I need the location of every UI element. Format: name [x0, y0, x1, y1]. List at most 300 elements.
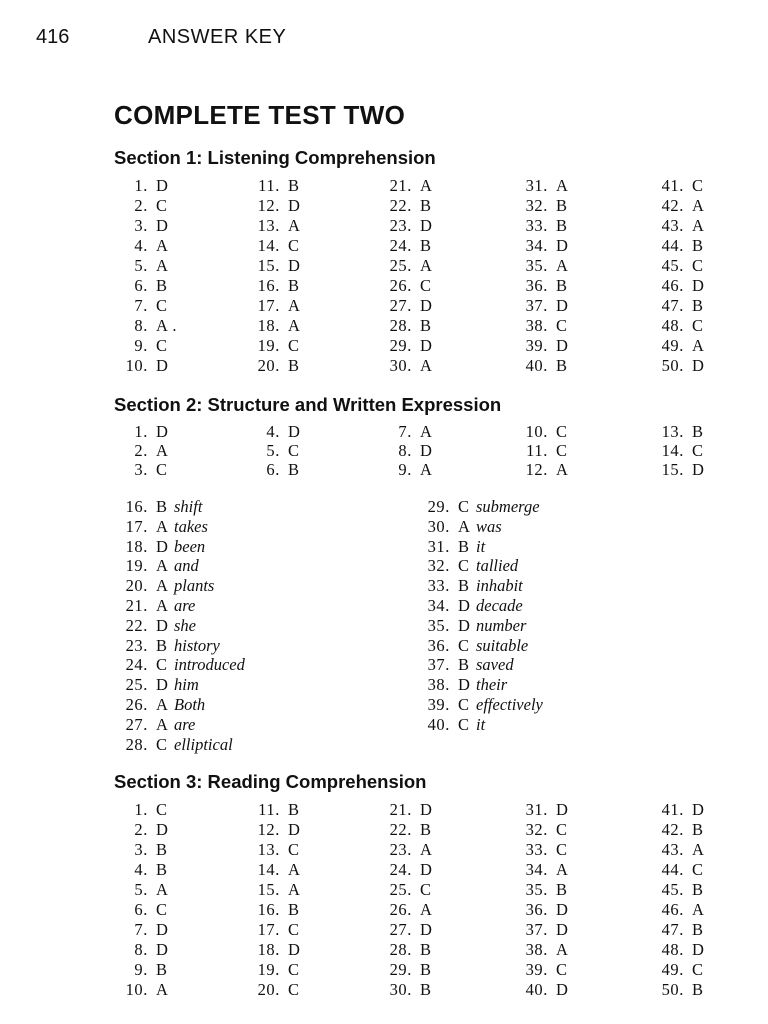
question-number: 33.	[427, 576, 450, 596]
answer-item	[246, 216, 378, 236]
question-number: 50.	[661, 356, 684, 375]
question-number: 40.	[427, 714, 450, 734]
answer-letter: B	[692, 236, 704, 255]
question-number: 5.	[134, 256, 148, 275]
answer-letter: B	[420, 236, 432, 255]
answer-letter: B	[556, 356, 568, 375]
question-number: 14.	[661, 441, 684, 461]
answer-item	[514, 296, 650, 316]
question-number: 34.	[525, 860, 548, 879]
answer-word: plants	[174, 576, 215, 596]
written-expression-item	[416, 715, 716, 735]
answer-letter: C	[288, 236, 300, 255]
question-number: 47.	[661, 920, 684, 939]
answer-word: she	[174, 615, 196, 635]
written-expression-item	[416, 576, 716, 596]
question-number: 44.	[661, 860, 684, 879]
answer-letter: B	[458, 576, 470, 596]
answer-item	[246, 422, 378, 441]
answer-letter: B	[458, 536, 470, 556]
question-number: 37.	[427, 655, 450, 675]
question-number: 12.	[257, 196, 280, 215]
question-number: 12.	[257, 820, 280, 839]
answer-word: their	[476, 675, 508, 695]
written-expression-item	[416, 655, 716, 675]
answer-item	[650, 800, 734, 820]
question-number: 8.	[398, 441, 412, 461]
answer-word: suitable	[476, 635, 529, 655]
answer-letter: C	[692, 176, 704, 195]
answer-item	[114, 940, 246, 960]
question-number: 28.	[389, 316, 412, 335]
answer-word: it	[476, 714, 486, 734]
question-number: 19.	[257, 960, 280, 979]
question-number: 10.	[525, 422, 548, 441]
question-number: 33.	[525, 216, 548, 235]
written-expression-left-column	[114, 497, 416, 754]
written-expression-item	[114, 616, 416, 636]
answer-letter: C	[458, 635, 470, 655]
answer-item	[514, 980, 650, 1000]
answer-letter: D	[156, 536, 168, 556]
answer-item	[114, 216, 246, 236]
answer-letter: C	[556, 820, 568, 839]
answer-item	[378, 316, 514, 336]
answer-letter: B	[420, 316, 432, 335]
answer-letter: A	[156, 441, 169, 461]
question-number: 44.	[661, 236, 684, 255]
answer-item	[514, 820, 650, 840]
answer-letter: C	[156, 655, 168, 675]
section2-written-expression	[114, 497, 716, 754]
written-expression-item	[114, 735, 416, 755]
question-number: 5.	[134, 880, 148, 899]
answer-letter: A	[692, 900, 705, 919]
answer-item	[378, 840, 514, 860]
question-number: 45.	[661, 256, 684, 275]
answer-letter: D	[458, 615, 470, 635]
answer-item	[650, 980, 734, 1000]
question-number: 9.	[134, 960, 148, 979]
answer-item	[246, 256, 378, 276]
answer-letter: B	[288, 276, 300, 295]
answer-letter: B	[556, 196, 568, 215]
answer-letter: A	[156, 714, 168, 734]
answer-word: been	[174, 536, 206, 556]
question-number: 7.	[134, 296, 148, 315]
answer-letter: C	[458, 497, 470, 516]
question-number: 18.	[257, 940, 280, 959]
question-number: 48.	[661, 940, 684, 959]
question-number: 2.	[134, 820, 148, 839]
question-number: 36.	[525, 276, 548, 295]
answer-item	[650, 336, 734, 356]
answer-item	[650, 316, 734, 336]
answer-letter: D	[692, 276, 705, 295]
answer-letter: A	[156, 880, 169, 899]
answer-item	[514, 460, 650, 479]
answer-item	[378, 356, 514, 376]
written-expression-item	[114, 596, 416, 616]
page-number: 416	[36, 26, 70, 48]
answer-item	[114, 196, 246, 216]
answer-item	[378, 296, 514, 316]
answer-item	[378, 422, 514, 441]
answer-item	[114, 860, 246, 880]
answer-item	[378, 860, 514, 880]
answer-item	[246, 840, 378, 860]
written-expression-item	[114, 497, 416, 517]
answer-item	[514, 441, 650, 460]
answer-item	[378, 196, 514, 216]
question-number: 32.	[525, 820, 548, 839]
answer-letter: C	[156, 196, 168, 215]
answer-item	[650, 460, 734, 479]
answer-letter: A	[692, 196, 705, 215]
written-expression-item	[114, 695, 416, 715]
question-number: 20.	[257, 356, 280, 375]
question-number: 40.	[525, 356, 548, 375]
answer-letter: C	[156, 336, 168, 355]
written-expression-item	[416, 556, 716, 576]
question-number: 14.	[257, 236, 280, 255]
question-number: 1.	[134, 800, 148, 819]
answer-letter: B	[156, 960, 168, 979]
answer-letter: B	[420, 196, 432, 215]
answer-word: decade	[476, 595, 523, 615]
answer-letter: B	[156, 497, 168, 516]
written-expression-item	[416, 497, 716, 517]
answer-item	[514, 840, 650, 860]
answer-letter: B	[420, 980, 432, 999]
answer-letter: B	[288, 900, 300, 919]
answer-letter: C	[458, 556, 470, 576]
question-number: 22.	[125, 615, 148, 635]
question-number: 17.	[257, 296, 280, 315]
answer-item	[514, 422, 650, 441]
answer-letter: D	[420, 336, 433, 355]
answer-item	[650, 860, 734, 880]
question-number: 33.	[525, 840, 548, 859]
answer-item	[114, 296, 246, 316]
answer-letter: C	[458, 714, 470, 734]
answer-letter: B	[156, 276, 168, 295]
answer-letter: A	[156, 694, 168, 714]
question-number: 10.	[125, 356, 148, 375]
answer-letter: A	[156, 236, 169, 255]
question-number: 29.	[389, 336, 412, 355]
answer-letter: D	[420, 216, 433, 235]
question-number: 39.	[427, 694, 450, 714]
answer-item	[246, 460, 378, 479]
answer-letter: D	[556, 236, 569, 255]
question-number: 9.	[134, 336, 148, 355]
answer-letter: C	[692, 441, 704, 461]
section2-answer-grid	[114, 422, 734, 480]
answer-letter: A	[692, 216, 705, 235]
answer-letter: D	[156, 176, 169, 195]
answer-word: elliptical	[174, 734, 233, 754]
answer-word: saved	[476, 655, 514, 675]
answer-letter: C	[556, 441, 568, 461]
answer-letter: B	[556, 216, 568, 235]
answer-item	[378, 940, 514, 960]
question-number: 31.	[525, 176, 548, 195]
answer-item	[114, 460, 246, 479]
written-expression-item	[114, 517, 416, 537]
question-number: 39.	[525, 336, 548, 355]
question-number: 27.	[389, 920, 412, 939]
answer-letter: D	[556, 800, 569, 819]
answer-letter: A	[420, 356, 433, 375]
answer-letter: A	[156, 576, 168, 596]
answer-letter: A	[156, 595, 168, 615]
section3-answer-grid	[114, 800, 734, 1000]
answer-word: introduced	[174, 655, 245, 675]
answer-item	[514, 900, 650, 920]
question-number: 23.	[389, 216, 412, 235]
question-number: 24.	[389, 860, 412, 879]
answer-letter: B	[692, 980, 704, 999]
question-number: 22.	[389, 196, 412, 215]
written-expression-item	[114, 675, 416, 695]
answer-item	[650, 940, 734, 960]
question-number: 46.	[661, 276, 684, 295]
question-number: 11.	[258, 176, 280, 195]
answer-item	[650, 840, 734, 860]
question-number: 12.	[525, 460, 548, 480]
answer-letter: D	[458, 675, 470, 695]
written-expression-item	[114, 655, 416, 675]
written-expression-item	[416, 695, 716, 715]
answer-letter: C	[458, 694, 470, 714]
answer-letter: A	[556, 460, 569, 480]
question-number: 38.	[525, 316, 548, 335]
answer-item	[114, 336, 246, 356]
answer-letter: A	[556, 940, 569, 959]
answer-letter: A	[288, 296, 301, 315]
answer-letter: D	[420, 920, 433, 939]
question-number: 26.	[389, 900, 412, 919]
question-number: 30.	[389, 980, 412, 999]
test-title: COMPLETE TEST TWO	[114, 100, 406, 130]
question-number: 49.	[661, 336, 684, 355]
question-number: 38.	[525, 940, 548, 959]
answer-letter: B	[156, 635, 168, 655]
question-number: 3.	[134, 840, 148, 859]
answer-letter: D	[692, 356, 705, 375]
answer-item	[378, 900, 514, 920]
answer-item	[514, 800, 650, 820]
answer-item	[650, 216, 734, 236]
answer-letter: C	[420, 880, 432, 899]
answer-letter: B	[420, 940, 432, 959]
answer-item	[514, 276, 650, 296]
answer-item	[246, 980, 378, 1000]
question-number: 18.	[125, 536, 148, 556]
answer-word: takes	[174, 516, 208, 536]
answer-word: are	[174, 714, 196, 734]
answer-item	[378, 820, 514, 840]
question-number: 18.	[257, 316, 280, 335]
answer-letter: D	[420, 441, 433, 461]
answer-item	[246, 441, 378, 460]
answer-letter: B	[156, 840, 168, 859]
answer-item	[650, 176, 734, 196]
question-number: 26.	[389, 276, 412, 295]
answer-item	[246, 196, 378, 216]
answer-item	[114, 820, 246, 840]
answer-item	[514, 960, 650, 980]
answer-letter: D	[420, 800, 433, 819]
answer-item	[378, 460, 514, 479]
question-number: 32.	[427, 556, 450, 576]
answer-item	[246, 900, 378, 920]
question-number: 1.	[134, 176, 148, 195]
question-number: 27.	[125, 714, 148, 734]
answer-item	[246, 880, 378, 900]
question-number: 3.	[134, 460, 148, 480]
answer-letter: C	[156, 734, 168, 754]
answer-letter: A	[556, 860, 569, 879]
answer-letter: D	[288, 256, 301, 275]
question-number: 17.	[257, 920, 280, 939]
answer-item	[650, 196, 734, 216]
question-number: 2.	[134, 196, 148, 215]
question-number: 48.	[661, 316, 684, 335]
answer-item	[246, 276, 378, 296]
running-head: ANSWER KEY	[148, 26, 287, 48]
answer-word: inhabit	[476, 576, 523, 596]
answer-item	[114, 356, 246, 376]
answer-item	[514, 216, 650, 236]
question-number: 24.	[125, 655, 148, 675]
answer-letter: B	[692, 880, 704, 899]
question-number: 28.	[125, 734, 148, 754]
answer-letter: D	[692, 460, 705, 480]
answer-item	[514, 356, 650, 376]
answer-letter: A	[156, 256, 169, 275]
answer-letter: B	[692, 820, 704, 839]
answer-letter: D	[556, 296, 569, 315]
question-number: 9.	[398, 460, 412, 480]
question-number: 4.	[134, 236, 148, 255]
question-number: 21.	[125, 595, 148, 615]
question-number: 40.	[525, 980, 548, 999]
question-number: 31.	[525, 800, 548, 819]
answer-letter: C	[288, 336, 300, 355]
question-number: 29.	[427, 497, 450, 516]
question-number: 37.	[525, 920, 548, 939]
question-number: 25.	[389, 256, 412, 275]
answer-item	[114, 256, 246, 276]
answer-word: number	[476, 615, 527, 635]
question-number: 30.	[389, 356, 412, 375]
question-number: 46.	[661, 900, 684, 919]
answer-letter: C	[288, 920, 300, 939]
question-number: 6.	[266, 460, 280, 480]
written-expression-item	[416, 616, 716, 636]
answer-word: tallied	[476, 556, 519, 576]
question-number: 13.	[257, 216, 280, 235]
answer-item	[246, 960, 378, 980]
question-number: 11.	[526, 441, 548, 461]
answer-letter: C	[288, 441, 300, 461]
answer-item	[114, 176, 246, 196]
answer-letter: D	[156, 675, 168, 695]
answer-letter: C	[556, 422, 568, 441]
answer-item	[650, 880, 734, 900]
answer-item	[514, 256, 650, 276]
answer-letter: A	[556, 256, 569, 275]
written-expression-item	[416, 636, 716, 656]
answer-letter: A	[420, 256, 433, 275]
answer-letter: A	[420, 422, 433, 441]
answer-letter: D	[156, 820, 169, 839]
answer-item	[246, 176, 378, 196]
question-number: 15.	[661, 460, 684, 480]
answer-letter: D	[692, 800, 705, 819]
answer-item	[114, 960, 246, 980]
answer-item	[114, 840, 246, 860]
question-number: 22.	[389, 820, 412, 839]
question-number: 37.	[525, 296, 548, 315]
written-expression-item	[416, 517, 716, 537]
section1-answer-grid	[114, 176, 734, 376]
answer-item	[514, 860, 650, 880]
answer-item	[650, 441, 734, 460]
question-number: 26.	[125, 694, 148, 714]
question-number: 20.	[257, 980, 280, 999]
answer-letter: D	[288, 940, 301, 959]
question-number: 29.	[389, 960, 412, 979]
question-number: 34.	[427, 595, 450, 615]
answer-letter: A	[692, 840, 705, 859]
answer-letter: B	[420, 820, 432, 839]
answer-letter: A	[156, 980, 169, 999]
answer-item	[246, 296, 378, 316]
answer-letter: C	[288, 840, 300, 859]
answer-letter: C	[556, 840, 568, 859]
answer-letter: B	[420, 960, 432, 979]
answer-letter: D	[156, 920, 169, 939]
question-number: 43.	[661, 840, 684, 859]
answer-item	[378, 176, 514, 196]
answer-letter: A	[288, 316, 301, 335]
question-number: 35.	[525, 256, 548, 275]
answer-item	[114, 422, 246, 441]
written-expression-item	[416, 596, 716, 616]
written-expression-item	[416, 537, 716, 557]
answer-item	[514, 236, 650, 256]
question-number: 45.	[661, 880, 684, 899]
answer-item	[246, 336, 378, 356]
answer-letter: D	[156, 216, 169, 235]
answer-item	[650, 256, 734, 276]
answer-item	[114, 920, 246, 940]
answer-item	[114, 441, 246, 460]
answer-letter: C	[692, 860, 704, 879]
answer-letter: D	[692, 940, 705, 959]
answer-letter: D	[420, 860, 433, 879]
answer-letter: A	[288, 860, 301, 879]
answer-letter: B	[692, 296, 704, 315]
answer-item	[650, 820, 734, 840]
written-expression-item	[114, 636, 416, 656]
question-number: 31.	[427, 536, 450, 556]
question-number: 50.	[661, 980, 684, 999]
question-number: 13.	[661, 422, 684, 441]
